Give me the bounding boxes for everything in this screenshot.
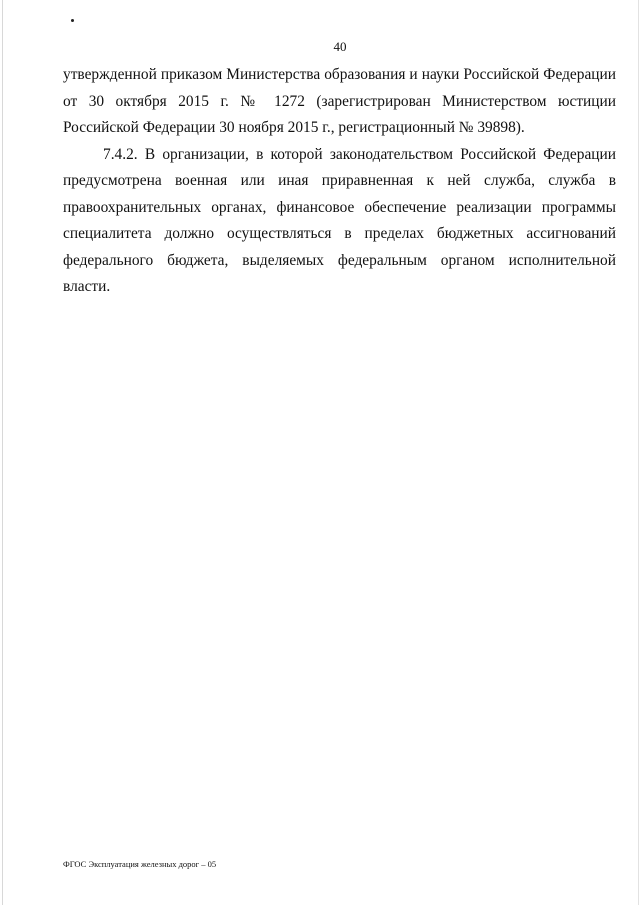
paragraph-7-4-2: 7.4.2. В организации, в которой законодательством Российской Федерации предусмотрена военная или иная приравненная к ней служба, служба в правоохранительных органах, финансовое обеспечение реализации программы специалитета должно осуществляться в пределах бюджетных ассигнований федерального бюджета, выделяемых федеральным органом исполнительной власти.: [63, 145, 616, 295]
paragraph-continuation: утвержденной приказом Министерства образования и науки Российской Федерации от 30 октября 2015 г. № 1272 (зарегистрирован Министерством юстиции Российской Федерации 30 ноября 2015 г., регистрационный № 39898).: [63, 66, 616, 136]
document-body: [63, 62, 616, 301]
scan-edge-left: [2, 0, 3, 905]
page-number: 40: [333, 39, 347, 54]
scan-edge-right: [638, 0, 639, 905]
scan-speck: [71, 19, 74, 22]
document-footer: ФГОС Эксплуатация железных дорог – 05: [63, 859, 217, 869]
